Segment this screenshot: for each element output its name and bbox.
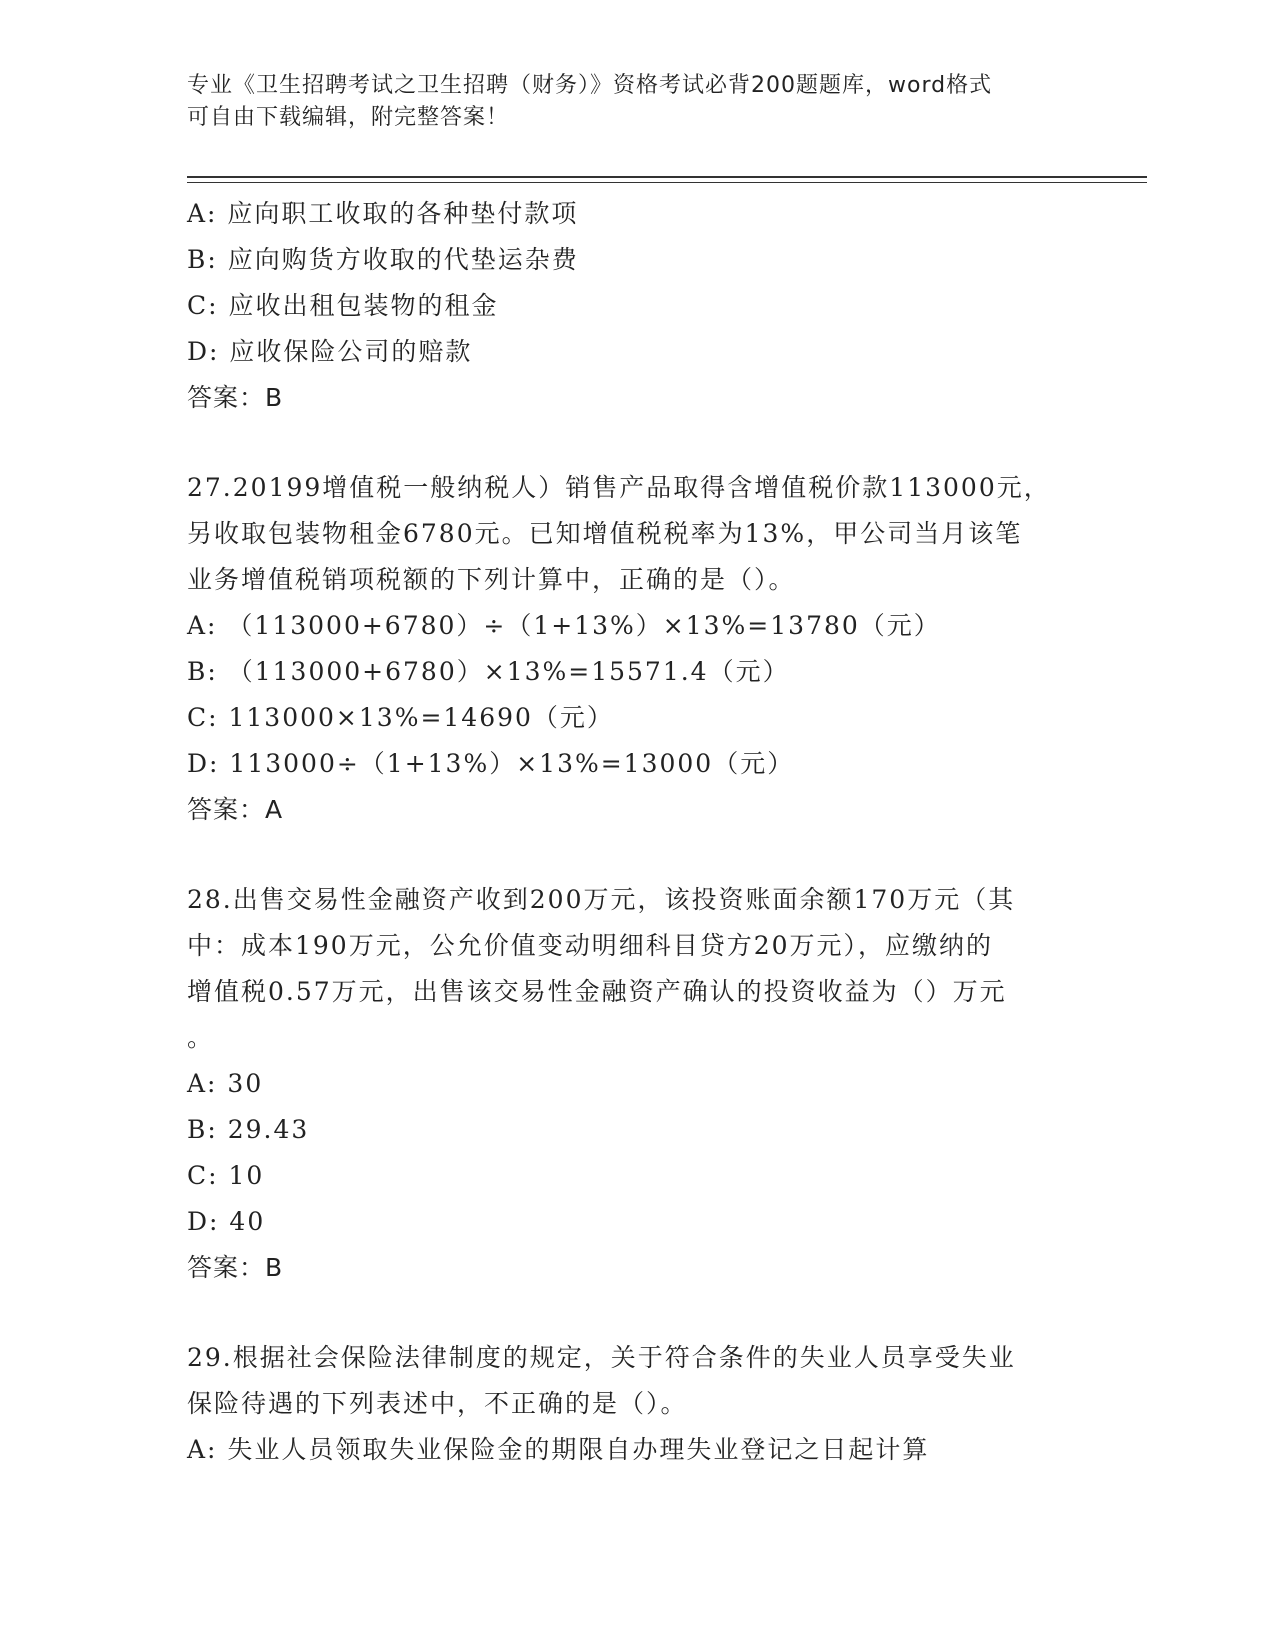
question-text-line: 业务增值税销项税额的下列计算中，正确的是（）。 xyxy=(187,565,796,594)
option-b: B: （113000+6780）×13%=15571.4（元） xyxy=(187,657,790,686)
option-b: B: 应向购货方收取的代垫运杂费 xyxy=(187,245,579,274)
question-28 xyxy=(187,877,1067,1291)
option-a: A: 应向职工收取的各种垫付款项 xyxy=(187,199,579,228)
option-a: A: （113000+6780）÷（1+13%）×13%=13780（元） xyxy=(187,611,941,640)
document-body xyxy=(187,191,1067,1473)
question-text-line: 增值税0.57万元，出售该交易性金融资产确认的投资收益为（）万元 xyxy=(187,977,1007,1006)
option-d: D: 应收保险公司的赔款 xyxy=(187,337,473,366)
option-b: B: 29.43 xyxy=(187,1115,310,1144)
answer-line: 答案：A xyxy=(187,795,284,824)
option-c: C: 应收出租包装物的租金 xyxy=(187,291,499,320)
question-text-line: 27.20199增值税一般纳税人）销售产品取得含增值税价款113000元， xyxy=(187,473,1051,502)
answer-line: 答案：B xyxy=(187,383,284,412)
option-c: C: 113000×13%=14690（元） xyxy=(187,703,614,732)
question-26 xyxy=(187,191,1067,421)
option-d: D: 113000÷（1+13%）×13%=13000（元） xyxy=(187,749,795,778)
header-line-1: 专业《卫生招聘考试之卫生招聘（财务）》资格考试必背200题题库，word格式 xyxy=(187,73,993,98)
header-divider-thick xyxy=(187,176,1147,178)
question-text-line: 。 xyxy=(187,1023,215,1052)
option-a: A: 失业人员领取失业保险金的期限自办理失业登记之日起计算 xyxy=(187,1435,930,1464)
option-d: D: 40 xyxy=(187,1207,266,1236)
question-text-line: 28.出售交易性金融资产收到200万元，该投资账面余额170万元（其 xyxy=(187,885,1016,914)
question-27 xyxy=(187,465,1067,833)
option-c: C: 10 xyxy=(187,1161,265,1190)
question-text-line: 另收取包装物租金6780元。已知增值税税率为13%，甲公司当月该笔 xyxy=(187,519,1023,548)
document-header xyxy=(187,70,1067,134)
question-text-line: 29.根据社会保险法律制度的规定，关于符合条件的失业人员享受失业 xyxy=(187,1343,1016,1372)
option-a: A: 30 xyxy=(187,1069,264,1098)
header-line-2: 可自由下载编辑，附完整答案！ xyxy=(187,105,510,130)
question-text-line: 中：成本190万元，公允价值变动明细科目贷方20万元），应缴纳的 xyxy=(187,931,994,960)
question-29 xyxy=(187,1335,1067,1473)
header-divider-thin xyxy=(187,182,1147,183)
question-text-line: 保险待遇的下列表述中，不正确的是（）。 xyxy=(187,1389,688,1418)
answer-line: 答案：B xyxy=(187,1253,284,1282)
